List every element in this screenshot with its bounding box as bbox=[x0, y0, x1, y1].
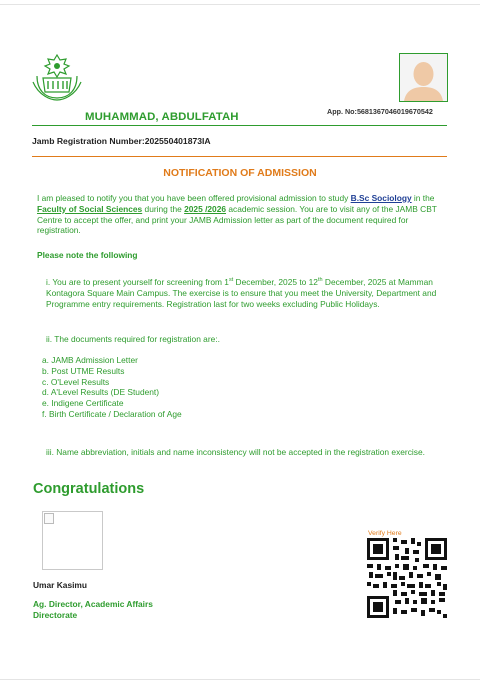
academic-session: 2025 /2026 bbox=[184, 203, 227, 214]
documents-heading: ii. The documents required for registration are:. bbox=[46, 334, 220, 344]
broken-image-icon bbox=[44, 513, 54, 524]
programme-name: B.Sc Sociology bbox=[350, 193, 412, 203]
page-title: NOTIFICATION OF ADMISSION bbox=[163, 167, 317, 179]
list-item: f. Birth Certificate / Declaration of Age bbox=[42, 408, 182, 419]
qr-code[interactable] bbox=[367, 538, 447, 618]
university-logo bbox=[31, 52, 83, 102]
signature-image bbox=[42, 511, 103, 570]
jamb-registration-number: Jamb Registration Number:202550401873IA bbox=[32, 136, 211, 146]
signatory-role-line: Directorate bbox=[33, 610, 78, 620]
faculty-name: Faculty of Social Sciences bbox=[37, 203, 143, 214]
signatory-role bbox=[33, 599, 153, 621]
list-item: d. A'Level Results (DE Student) bbox=[42, 387, 160, 398]
name-consistency-note: iii. Name abbreviation, initials and name inconsistency will not be accepted in the registration exercise. bbox=[46, 447, 425, 457]
list-item: b. Post UTME Results bbox=[42, 365, 125, 376]
item-text: December, 2025 at Mamman Kontagora Square Main Campus. The exercise is to ensure that you meet the University, Department and Programme entry requirements. Registration last for two weeks excluding Public Holidays. bbox=[46, 277, 437, 309]
list-item: c. O'Level Results bbox=[42, 376, 110, 387]
top-divider bbox=[0, 4, 480, 5]
passport-photo bbox=[399, 53, 448, 102]
list-item: e. Indigene Certificate bbox=[42, 398, 124, 409]
green-divider bbox=[32, 125, 447, 126]
screening-instruction bbox=[46, 277, 446, 309]
application-number: App. No:5681367046019670542 bbox=[327, 107, 433, 116]
intro-text: academic session. You are to visit any of the JAMB CBT Centre to accept the offer, and print your JAMB Admission letter as part of the document required for registration. bbox=[37, 203, 437, 236]
signatory-name: Umar Kasimu bbox=[33, 580, 87, 590]
list-item: a. JAMB Admission Letter bbox=[42, 355, 138, 365]
intro-text: I am pleased to notify you that you have been offered provisional admission to study bbox=[37, 193, 351, 203]
avatar-icon bbox=[400, 54, 447, 101]
congratulations-heading: Congratulations bbox=[33, 481, 145, 497]
ordinal-suffix: st bbox=[228, 277, 234, 284]
item-text: December, 2025 to 12 bbox=[233, 277, 318, 287]
admission-paragraph bbox=[37, 193, 445, 236]
signatory-role-line: Ag. Director, Academic Affairs bbox=[33, 599, 153, 609]
note-heading: Please note the following bbox=[37, 250, 138, 260]
ordinal-suffix: th bbox=[317, 277, 323, 284]
documents-list bbox=[42, 355, 182, 420]
verify-label[interactable]: Verify Here bbox=[368, 530, 402, 537]
intro-text: during the bbox=[142, 203, 185, 214]
intro-text: in the bbox=[411, 193, 435, 203]
candidate-name: MUHAMMAD, ABDULFATAH bbox=[85, 111, 239, 123]
bottom-divider bbox=[0, 679, 480, 680]
orange-divider bbox=[32, 156, 447, 157]
item-text: i. You are to present yourself for screening from 1 bbox=[46, 277, 229, 287]
